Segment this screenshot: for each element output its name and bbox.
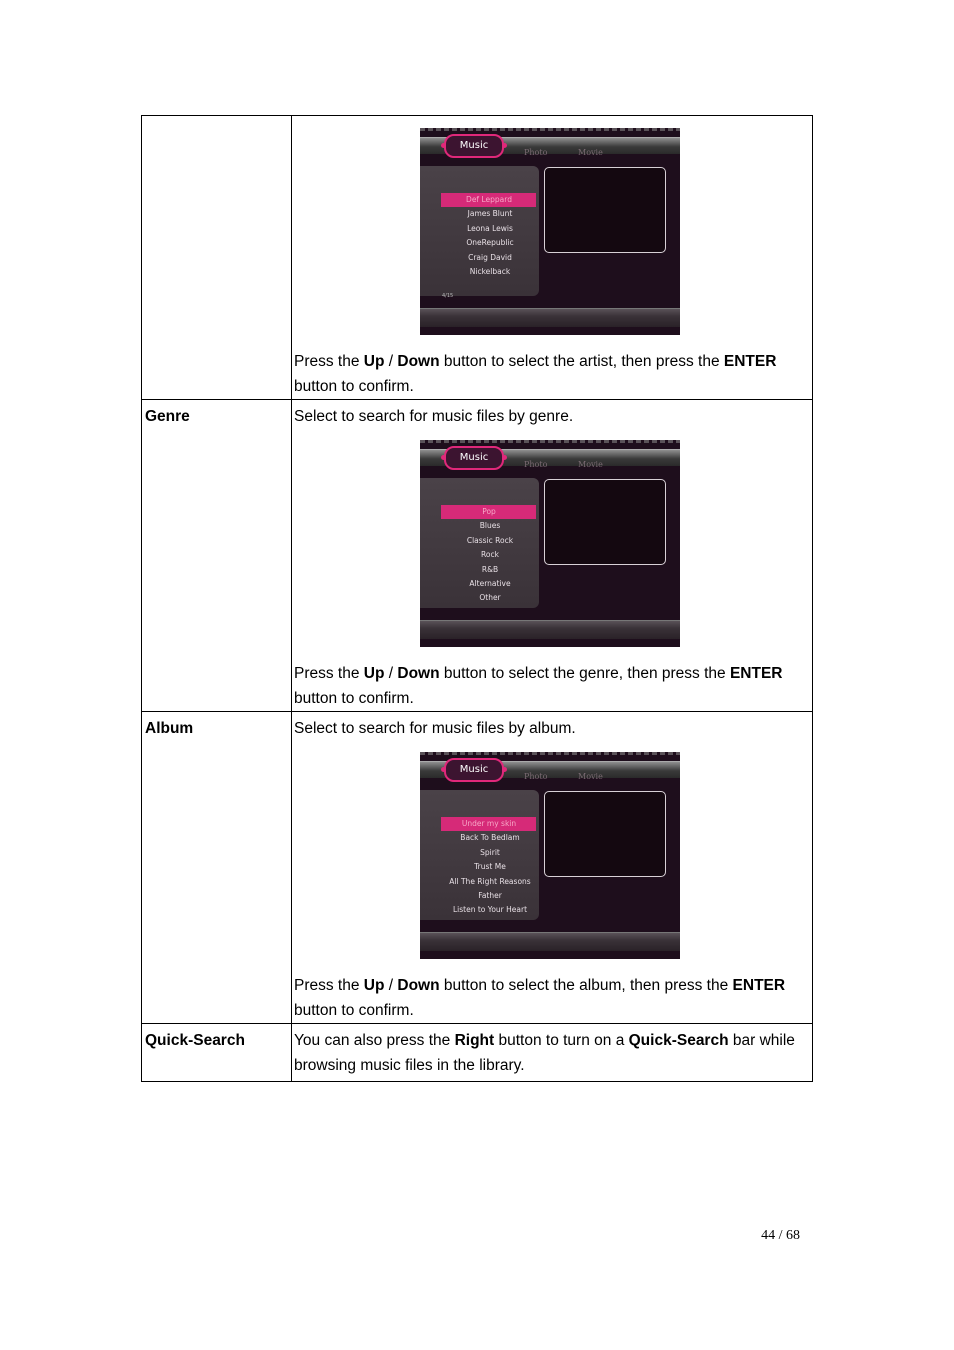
table-row: [142, 712, 813, 1024]
text-segment: Press the: [294, 665, 364, 682]
list-item: Alternative: [469, 578, 511, 588]
text-segment: button to select the album, then press the: [439, 977, 733, 994]
table-row: [142, 1024, 813, 1082]
tab-left-dot: [441, 455, 446, 460]
movie-tab: Movie: [578, 460, 603, 469]
row-label: Album: [142, 712, 292, 1024]
text-segment: Press the: [294, 353, 364, 370]
row-description: [294, 973, 812, 1023]
row-content: [292, 1024, 813, 1082]
list-item: Rock: [481, 550, 499, 560]
page-number: 44 / 68: [761, 1228, 800, 1243]
tab-right-dot: [502, 143, 507, 148]
feature-table: [141, 115, 813, 1082]
text-segment: button to select the artist, then press the: [439, 353, 724, 370]
row-intro: Select to search for music files by album.: [294, 720, 576, 737]
list-item: Father: [478, 890, 502, 900]
text-segment: bar while browsing music files in the library.: [294, 1032, 795, 1074]
music-tab: Music: [444, 134, 504, 158]
row-intro: Select to search for music files by genre.: [294, 408, 574, 425]
text-segment: /: [384, 353, 398, 370]
screenshot-wrapper: [294, 752, 812, 959]
row-description: [294, 1028, 812, 1078]
row-content: [292, 712, 813, 1024]
list-item: Leona Lewis: [467, 223, 513, 233]
selected-list-item: Pop: [441, 505, 536, 519]
text-segment: Press the: [294, 977, 364, 994]
text-segment: button to turn on a: [494, 1032, 629, 1049]
movie-tab: Movie: [578, 772, 603, 781]
list-item: Listen to Your Heart: [452, 905, 528, 915]
list-item: OneRepublic: [466, 238, 514, 248]
bold-term: Right: [454, 1032, 495, 1049]
list-item: Blues: [479, 521, 501, 531]
preview-box: [544, 167, 666, 253]
bold-term: ENTER: [723, 353, 777, 370]
screenshot-wrapper: [294, 128, 812, 335]
bold-term: ENTER: [729, 665, 783, 682]
row-label: Quick-Search: [142, 1024, 292, 1082]
movie-tab: Movie: [578, 148, 603, 157]
bold-term: Quick-Search: [628, 1032, 729, 1049]
bottom-bar: [420, 932, 680, 951]
row-description: [294, 661, 812, 711]
list-item: Back To Bedlam: [460, 833, 520, 843]
bold-term: Down: [397, 353, 440, 370]
bold-term: Up: [363, 665, 385, 682]
row-content: [292, 400, 813, 712]
row-content: [292, 116, 813, 400]
photo-tab: Photo: [524, 148, 548, 157]
bold-term: Up: [363, 977, 385, 994]
tab-left-dot: [441, 767, 446, 772]
text-segment: button to select the genre, then press the: [439, 665, 730, 682]
list-item: Trust Me: [474, 862, 506, 872]
top-dots: [420, 752, 680, 755]
list-item: James Blunt: [467, 209, 513, 219]
list-item: Other: [479, 593, 501, 603]
row-label: Genre: [142, 400, 292, 712]
top-dots: [420, 128, 680, 131]
bold-term: Down: [397, 977, 440, 994]
text-segment: /: [384, 665, 398, 682]
photo-tab: Photo: [524, 460, 548, 469]
screenshot-wrapper: [294, 440, 812, 647]
list-item: Nickelback: [469, 266, 511, 276]
photo-tab: Photo: [524, 772, 548, 781]
text-segment: You can also press the: [294, 1032, 455, 1049]
list-item: R&B: [481, 564, 499, 574]
selected-list-item: Def Leppard: [441, 193, 536, 207]
list-items: [420, 505, 538, 606]
preview-box: [544, 479, 666, 565]
tv-menu-screenshot: [420, 752, 680, 959]
tv-menu-screenshot: [420, 440, 680, 647]
list-item: All The Right Reasons: [449, 876, 531, 886]
item-count: 4/15: [442, 293, 454, 300]
text-segment: button to confirm.: [294, 1002, 414, 1019]
table-row: [142, 400, 813, 712]
music-tab: Music: [444, 446, 504, 470]
row-description: [294, 349, 812, 399]
text-segment: /: [384, 977, 398, 994]
tab-left-dot: [441, 143, 446, 148]
bottom-bar: [420, 620, 680, 639]
table-row: [142, 116, 813, 400]
list-items: [420, 193, 538, 279]
bottom-bar: [420, 308, 680, 327]
top-dots: [420, 440, 680, 443]
tab-right-dot: [502, 767, 507, 772]
tab-right-dot: [502, 455, 507, 460]
list-items: [420, 817, 538, 918]
list-item: Classic Rock: [466, 535, 514, 545]
row-label: [142, 116, 292, 400]
bold-term: Down: [397, 665, 440, 682]
music-tab: Music: [444, 758, 504, 782]
tv-menu-screenshot: [420, 128, 680, 335]
list-item: Spirit: [480, 847, 500, 857]
list-item: Craig David: [468, 252, 512, 262]
text-segment: button to confirm.: [294, 378, 414, 395]
preview-box: [544, 791, 666, 877]
text-segment: button to confirm.: [294, 690, 414, 707]
selected-list-item: Under my skin: [441, 817, 536, 831]
bold-term: Up: [363, 353, 385, 370]
bold-term: ENTER: [732, 977, 786, 994]
